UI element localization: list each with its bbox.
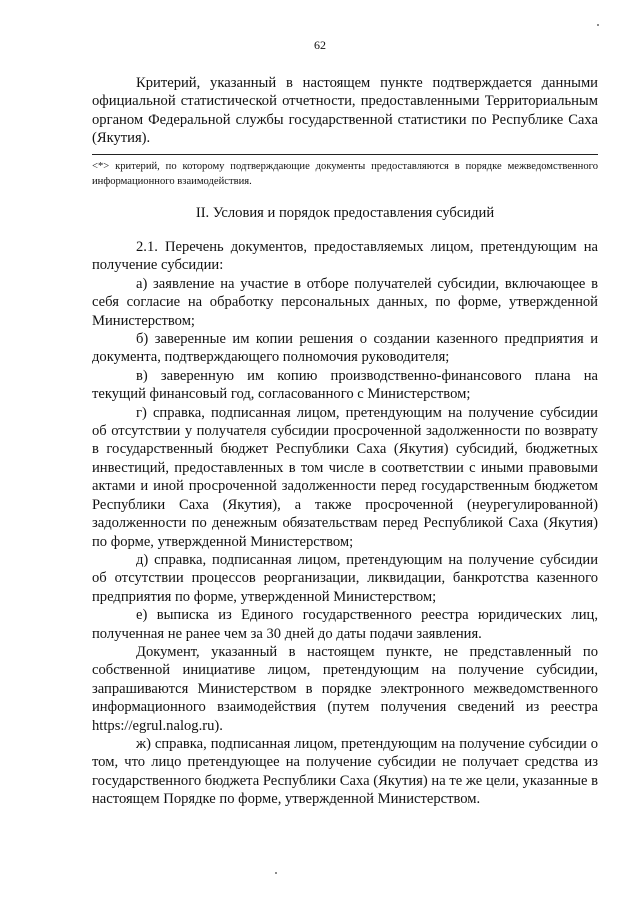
intro-block — [92, 74, 598, 148]
paragraph-2-1: 2.1. Перечень документов, предоставляемых лицом, претендующим на получение субсидии: — [92, 239, 598, 274]
page-number: 62 — [314, 38, 326, 52]
intro-paragraph: Критерий, указанный в настоящем пункте подтверждается данными официальной статистической отчетности, предоставленными Территориальным органом Федеральной службы государственной статистики по Республике Саха (Якутия). — [92, 75, 598, 147]
item-a: а) заявление на участие в отборе получателей субсидии, включающее в себя согласие на обработку персональных данных, по форме, утвержденной Министерством; — [92, 275, 598, 329]
item-b: б) заверенные им копии решения о создании казенного предприятия и документа, подтверждающего полномочия руководителя; — [92, 331, 598, 366]
section-heading: II. Условия и порядок предоставления субсидий — [195, 205, 495, 221]
item-g: г) справка, подписанная лицом, претендующим на получение субсидии об отсутствии у получателя субсидии просроченной задолженности по возврату в государственный бюджет Республики Саха (Якутия) субсидий, бюджетных инвестиций, предоставленных в том числе в соответствии с иными правовыми актами и иной просроченной задолженности перед государственным бюджетом Республики Саха (Якутия), а также просроченной (неурегулированной) задолженности по денежным обязательствам перед Республикой Саха (Якутия) по форме, утвержденной Министерством; — [92, 404, 598, 550]
section-body — [92, 238, 598, 809]
document-request-paragraph: Документ, указанный в настоящем пункте, не представленный по собственной инициативе лицом, претендующим на получение субсидии, запрашиваются Министерством в порядке электронного межведомственного информационного взаимодействия (путем получения сведений из реестра https://egrul.nalog.ru). — [92, 643, 598, 734]
item-e: е) выписка из Единого государственного реестра юридических лиц, полученная не ранее чем за 30 дней до даты подачи заявления. — [92, 607, 598, 642]
item-v: в) заверенную им копию производственно-финансового плана на текущий финансовый год, согласованного с Министерством; — [92, 367, 598, 403]
footnote-divider — [92, 154, 598, 155]
item-zh: ж) справка, подписанная лицом, претендующим на получение субсидии о том, что лицо претендующее на получение субсидии не получает средства из государственного бюджета Республики Саха (Якутия) на те же цели, указанные в настоящем Порядке по форме, утвержденной Министерством. — [92, 735, 598, 808]
item-d: д) справка, подписанная лицом, претендующим на получение субсидии об отсутствии процессов реорганизации, ликвидации, банкротства казенного предприятия по форме, утвержденной Министерством; — [92, 551, 598, 605]
scan-speck — [597, 24, 599, 26]
scan-speck — [275, 872, 277, 874]
footnote: <*> критерий, по которому подтверждающие документы предоставляются в порядке межведомственного информационного взаимодействия. — [92, 161, 598, 187]
